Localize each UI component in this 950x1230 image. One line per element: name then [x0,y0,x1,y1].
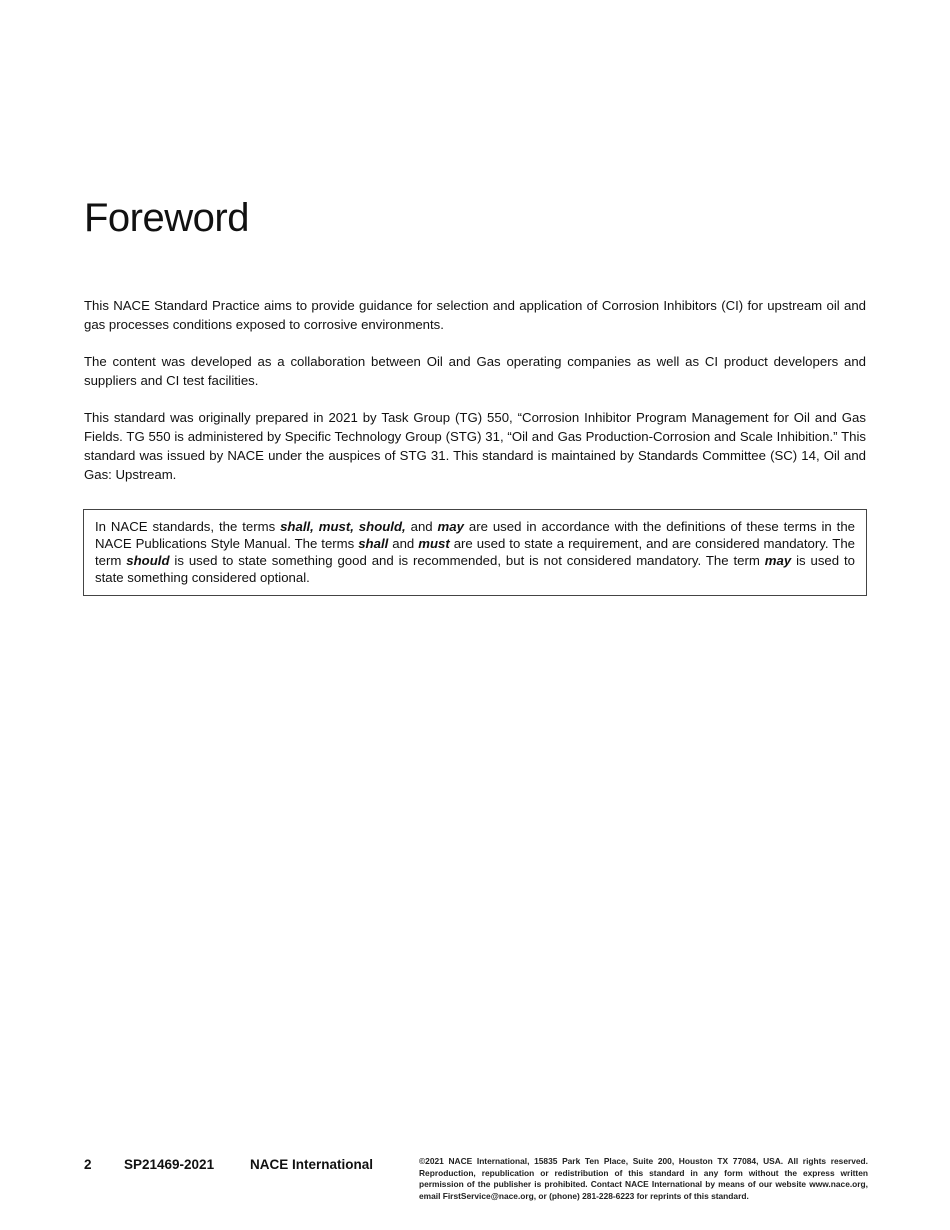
notice-term: shall, must, should, [280,519,406,534]
organization-name: NACE International [250,1157,374,1172]
notice-term: may [437,519,464,534]
notice-text: In NACE standards, the terms [95,519,281,534]
notice-term: may [764,553,792,568]
notice-text: is used to state something good and is recommended, but is not considered mandatory. The term [169,553,765,568]
paragraph-purpose: This NACE Standard Practice aims to provide guidance for selection and application of Corrosion Inhibitors (CI) for upstream oil and gas processes conditions exposed to corrosive environments. [84,298,866,332]
notice-text: are used to state a requirement, and are considered mandatory. The term [95,536,855,568]
page-title: Foreword [84,196,249,240]
document-id: SP21469-2021 [124,1157,215,1172]
notice-text: and [388,536,419,551]
notice-text: is used to state something considered optional. [95,553,855,585]
notice-text: are used in accordance with the definitions of these terms in the NACE Publications Style Manual. The terms [95,519,856,551]
notice-term: should [126,553,170,568]
page-number: 2 [84,1157,92,1172]
copyright-notice: ©2021 NACE International, 15835 Park Ten Place, Suite 200, Houston TX 77084, USA. All rights reserved. Reproduction, republication or redistribution of this standard in any form without the express written permission of the publisher is prohibited. Contact NACE International by means of our website www.nace.org, email FirstService@nace.org, or (phone) 281-228-6223 for reprints of this standard. [419,1156,868,1201]
foreword-body [84,296,866,502]
notice-term: shall [358,536,389,551]
paragraph-collaboration: The content was developed as a collaboration between Oil and Gas operating companies as well as CI product developers and suppliers and CI test facilities. [84,354,866,388]
paragraph-history: This standard was originally prepared in 2021 by Task Group (TG) 550, “Corrosion Inhibitor Program Management for Oil and Gas Fields. TG 550 is administered by Specific Technology Group (STG) 31, “Oil and Gas Production-Corrosion and Scale Inhibition.” This standard was issued by NACE under the auspices of STG 31. This standard is maintained by Standards Committee (SC) 14, Oil and Gas: Upstream. [84,410,866,482]
notice-term: must [418,536,450,551]
terminology-notice-box [83,509,867,596]
page-footer [84,1156,868,1206]
notice-text: and [405,519,438,534]
